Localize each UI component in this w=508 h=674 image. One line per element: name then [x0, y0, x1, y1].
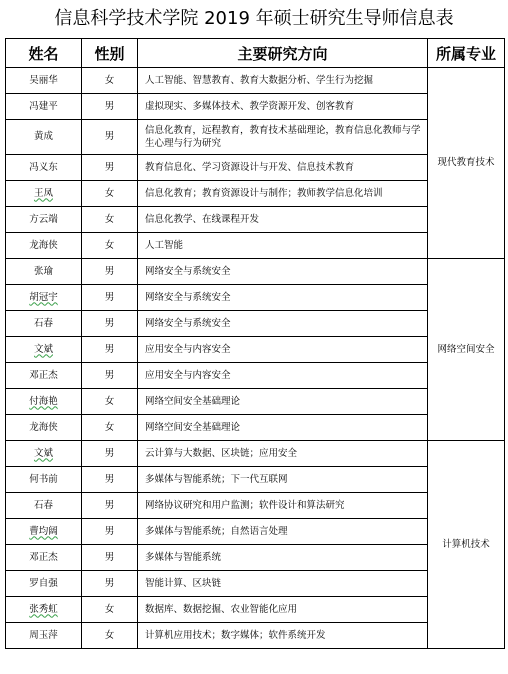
table-row: [6, 259, 505, 285]
gender-cell: 男: [82, 545, 138, 571]
direction-cell: 智能计算、区块链: [138, 571, 428, 597]
page-title: 信息科学技术学院 2019 年硕士研究生导师信息表: [54, 8, 454, 29]
table-body: [6, 68, 505, 649]
gender-cell: 女: [82, 207, 138, 233]
direction-cell: 虚拟现实、多媒体技术、教学资源开发、创客教育: [138, 94, 428, 120]
gender-cell: 男: [82, 493, 138, 519]
gender-cell: 女: [82, 415, 138, 441]
gender-cell: 男: [82, 285, 138, 311]
name-cell: 石春: [6, 493, 82, 519]
gender-cell: 男: [82, 120, 138, 155]
gender-cell: 男: [82, 94, 138, 120]
table-row: [6, 68, 505, 94]
supervisor-table: [5, 38, 505, 649]
direction-cell: 多媒体与智能系统；自然语言处理: [138, 519, 428, 545]
gender-cell: 男: [82, 571, 138, 597]
direction-cell: 多媒体与智能系统；下一代互联网: [138, 467, 428, 493]
gender-cell: 男: [82, 337, 138, 363]
name-cell: 罗自强: [6, 571, 82, 597]
direction-cell: 网络空间安全基础理论: [138, 415, 428, 441]
name-cell: 邓正杰: [6, 363, 82, 389]
name-cell: 付海艳: [6, 389, 82, 415]
header-row: [6, 39, 505, 68]
header-direction: 主要研究方向: [138, 39, 428, 68]
name-cell: 吴丽华: [6, 68, 82, 94]
gender-cell: 男: [82, 155, 138, 181]
gender-cell: 男: [82, 363, 138, 389]
name-cell: 周玉萍: [6, 623, 82, 649]
direction-cell: 多媒体与智能系统: [138, 545, 428, 571]
direction-cell: 计算机应用技术；数字媒体；软件系统开发: [138, 623, 428, 649]
header-major: 所属专业: [428, 39, 505, 68]
gender-cell: 男: [82, 259, 138, 285]
direction-cell: 网络安全与系统安全: [138, 259, 428, 285]
direction-cell: 网络安全与系统安全: [138, 285, 428, 311]
name-cell: 龙海侠: [6, 233, 82, 259]
name-cell: 邓正杰: [6, 545, 82, 571]
gender-cell: 女: [82, 181, 138, 207]
major-cell: 计算机技术: [428, 441, 505, 649]
gender-cell: 男: [82, 441, 138, 467]
direction-cell: 信息化教育，远程教育，教育技术基础理论，教育信息化教师与学生心理与行为研究: [138, 120, 428, 155]
gender-cell: 男: [82, 467, 138, 493]
gender-cell: 女: [82, 68, 138, 94]
name-cell: 曹均阔: [6, 519, 82, 545]
name-cell: 龙海侠: [6, 415, 82, 441]
name-cell: 黄成: [6, 120, 82, 155]
gender-cell: 女: [82, 389, 138, 415]
name-cell: 方云端: [6, 207, 82, 233]
header-name: 姓名: [6, 39, 82, 68]
major-cell: 现代教育技术: [428, 68, 505, 259]
direction-cell: 网络空间安全基础理论: [138, 389, 428, 415]
gender-cell: 女: [82, 623, 138, 649]
name-cell: 文斌: [6, 337, 82, 363]
direction-cell: 应用安全与内容安全: [138, 363, 428, 389]
name-cell: 何书前: [6, 467, 82, 493]
direction-cell: 信息化教学、在线课程开发: [138, 207, 428, 233]
header-gender: 性别: [82, 39, 138, 68]
direction-cell: 网络安全与系统安全: [138, 311, 428, 337]
name-cell: 王凤: [6, 181, 82, 207]
direction-cell: 人工智能、智慧教育、教育大数据分析、学生行为挖掘: [138, 68, 428, 94]
gender-cell: 男: [82, 311, 138, 337]
direction-cell: 教育信息化、学习资源设计与开发、信息技术教育: [138, 155, 428, 181]
name-cell: 文斌: [6, 441, 82, 467]
direction-cell: 人工智能: [138, 233, 428, 259]
name-cell: 胡冠宇: [6, 285, 82, 311]
direction-cell: 信息化教育；教育资源设计与制作；教师教学信息化培训: [138, 181, 428, 207]
gender-cell: 女: [82, 597, 138, 623]
direction-cell: 数据库、数据挖掘、农业智能化应用: [138, 597, 428, 623]
direction-cell: 应用安全与内容安全: [138, 337, 428, 363]
name-cell: 石春: [6, 311, 82, 337]
direction-cell: 网络协议研究和用户监测；软件设计和算法研究: [138, 493, 428, 519]
major-cell: 网络空间安全: [428, 259, 505, 441]
name-cell: 冯建平: [6, 94, 82, 120]
name-cell: 冯义东: [6, 155, 82, 181]
name-cell: 张秀虹: [6, 597, 82, 623]
direction-cell: 云计算与大数据、区块链；应用安全: [138, 441, 428, 467]
table-row: [6, 441, 505, 467]
gender-cell: 女: [82, 233, 138, 259]
gender-cell: 男: [82, 519, 138, 545]
name-cell: 张瑜: [6, 259, 82, 285]
